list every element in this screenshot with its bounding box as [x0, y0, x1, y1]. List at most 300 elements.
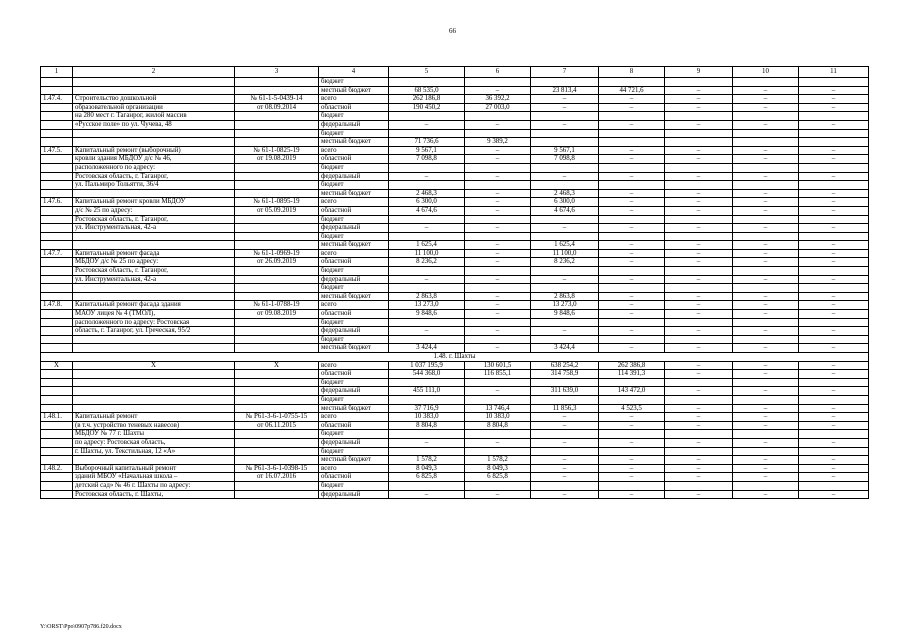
amount-cell: – — [389, 120, 465, 129]
item-number — [41, 241, 73, 250]
amount-cell — [599, 267, 665, 276]
item-number: 1.47.8. — [41, 301, 73, 310]
amount-cell — [531, 138, 599, 147]
item-number: 1.47.4. — [41, 95, 73, 104]
item-number: 1.48.1. — [41, 413, 73, 422]
item-description — [73, 189, 235, 198]
funding-source: бюджет — [319, 318, 389, 327]
amount-cell: – — [599, 301, 665, 310]
item-description — [73, 335, 235, 344]
item-number — [41, 456, 73, 465]
item-document: от 06.11.2015 — [235, 421, 319, 430]
item-number — [41, 258, 73, 267]
amount-cell — [531, 447, 599, 456]
amount-cell: 13 746,4 — [465, 404, 531, 413]
amount-cell: 1 625,4 — [389, 241, 465, 250]
amount-cell: – — [799, 224, 869, 233]
funding-source: всего — [319, 249, 389, 258]
amount-cell — [389, 378, 465, 387]
funding-source: федеральный — [319, 387, 389, 396]
amount-cell: – — [665, 95, 733, 104]
amount-cell: – — [599, 103, 665, 112]
program-table — [40, 66, 869, 499]
amount-cell: 36 392,2 — [465, 95, 531, 104]
amount-cell: – — [799, 146, 869, 155]
amount-cell — [665, 78, 733, 87]
funding-source: бюджет — [319, 335, 389, 344]
table-row — [41, 241, 869, 250]
amount-cell — [389, 163, 465, 172]
item-document — [235, 318, 319, 327]
amount-cell: – — [599, 456, 665, 465]
table-row — [41, 120, 869, 129]
amount-cell: – — [599, 464, 665, 473]
amount-cell: – — [599, 206, 665, 215]
amount-cell: 2 468,3 — [389, 189, 465, 198]
table-row — [41, 284, 869, 293]
amount-cell: – — [733, 404, 799, 413]
amount-cell: 1 578,2 — [389, 456, 465, 465]
amount-cell: – — [665, 120, 733, 129]
item-number — [41, 318, 73, 327]
amount-cell: 23 813,4 — [531, 86, 599, 95]
amount-cell — [389, 318, 465, 327]
amount-cell: – — [733, 189, 799, 198]
amount-cell — [599, 78, 665, 87]
item-number — [41, 78, 73, 87]
funding-source: бюджет — [319, 181, 389, 190]
item-number: 1.47.5. — [41, 146, 73, 155]
amount-cell: – — [665, 438, 733, 447]
amount-cell: – — [465, 387, 531, 396]
header-cell: 4 — [319, 67, 389, 78]
table-row — [41, 232, 869, 241]
table-row — [41, 404, 869, 413]
amount-cell: 8 049,3 — [389, 464, 465, 473]
amount-cell: – — [599, 155, 665, 164]
item-document — [235, 78, 319, 87]
amount-cell: – — [799, 404, 869, 413]
item-description — [73, 404, 235, 413]
item-document — [235, 335, 319, 344]
amount-cell — [389, 447, 465, 456]
amount-cell: 114 391,3 — [599, 370, 665, 379]
amount-cell: – — [733, 421, 799, 430]
table-row — [41, 215, 869, 224]
amount-cell: – — [665, 172, 733, 181]
item-document — [235, 284, 319, 293]
funding-source: всего — [319, 95, 389, 104]
item-document — [235, 430, 319, 439]
amount-cell: – — [665, 103, 733, 112]
item-description: г. Шахты, ул. Текстильная, 12 «А» — [73, 447, 235, 456]
amount-cell: 6 825,8 — [389, 473, 465, 482]
amount-cell: – — [465, 241, 531, 250]
table-row — [41, 275, 869, 284]
amount-cell — [665, 112, 733, 121]
amount-cell: 9 567,1 — [531, 146, 599, 155]
funding-source: местный бюджет — [319, 292, 389, 301]
table-row — [41, 78, 869, 87]
amount-cell: – — [389, 275, 465, 284]
item-document: № Р61-3-6-1-0398-15 — [235, 464, 319, 473]
amount-cell: – — [799, 275, 869, 284]
header-cell: 10 — [733, 67, 799, 78]
amount-cell — [799, 335, 869, 344]
amount-cell — [733, 78, 799, 87]
funding-source: бюджет — [319, 129, 389, 138]
item-number: 1.48.2. — [41, 464, 73, 473]
funding-source: всего — [319, 413, 389, 422]
table-row — [41, 146, 869, 155]
amount-cell: – — [733, 361, 799, 370]
amount-cell: – — [665, 155, 733, 164]
table-row — [41, 198, 869, 207]
item-number — [41, 112, 73, 121]
table-row — [41, 112, 869, 121]
amount-cell: – — [665, 310, 733, 319]
amount-cell — [665, 267, 733, 276]
amount-cell — [665, 232, 733, 241]
item-description: ул. Инструментальная, 42-а — [73, 224, 235, 233]
item-number — [41, 473, 73, 482]
amount-cell — [665, 447, 733, 456]
amount-cell: – — [531, 473, 599, 482]
item-document — [235, 395, 319, 404]
item-document: от 16.07.2016 — [235, 473, 319, 482]
item-description: Капитальный ремонт фасада здания — [73, 301, 235, 310]
item-description: Ростовская область, г. Таганрог, — [73, 172, 235, 181]
item-number: 1.47.6. — [41, 198, 73, 207]
amount-cell — [389, 129, 465, 138]
amount-cell — [665, 318, 733, 327]
table-row — [41, 95, 869, 104]
amount-cell — [733, 112, 799, 121]
item-number — [41, 284, 73, 293]
amount-cell — [389, 215, 465, 224]
funding-source: федеральный — [319, 120, 389, 129]
amount-cell: – — [665, 490, 733, 499]
table-row — [41, 301, 869, 310]
amount-cell — [733, 215, 799, 224]
amount-cell: – — [799, 464, 869, 473]
amount-cell: – — [465, 292, 531, 301]
amount-cell: – — [465, 301, 531, 310]
item-document — [235, 86, 319, 95]
funding-source: бюджет — [319, 378, 389, 387]
funding-source: всего — [319, 301, 389, 310]
item-document — [235, 344, 319, 353]
funding-source: всего — [319, 361, 389, 370]
amount-cell: – — [465, 198, 531, 207]
amount-cell — [733, 232, 799, 241]
item-document — [235, 224, 319, 233]
amount-cell: – — [799, 327, 869, 336]
amount-cell: – — [389, 224, 465, 233]
amount-cell: – — [799, 344, 869, 353]
item-description — [73, 387, 235, 396]
table-row — [41, 138, 869, 147]
funding-source: местный бюджет — [319, 344, 389, 353]
amount-cell: – — [733, 292, 799, 301]
item-description: ул. Пальмиро Тольятти, 36/4 — [73, 181, 235, 190]
header-cell: 9 — [665, 67, 733, 78]
amount-cell: 13 273,0 — [531, 301, 599, 310]
table-row — [41, 327, 869, 336]
table-row — [41, 421, 869, 430]
amount-cell — [389, 395, 465, 404]
amount-cell: – — [531, 464, 599, 473]
amount-cell — [531, 430, 599, 439]
amount-cell: 11 100,0 — [389, 249, 465, 258]
amount-cell: – — [531, 490, 599, 499]
amount-cell: 3 424,4 — [531, 344, 599, 353]
item-document — [235, 404, 319, 413]
funding-source: бюджет — [319, 284, 389, 293]
amount-cell — [733, 163, 799, 172]
item-number — [41, 129, 73, 138]
item-number — [41, 189, 73, 198]
amount-cell — [465, 284, 531, 293]
amount-cell: – — [733, 301, 799, 310]
table-row — [41, 387, 869, 396]
amount-cell: – — [665, 344, 733, 353]
amount-cell: – — [665, 275, 733, 284]
item-number — [41, 370, 73, 379]
amount-cell: – — [665, 224, 733, 233]
amount-cell: – — [599, 146, 665, 155]
amount-cell: – — [733, 275, 799, 284]
amount-cell: – — [799, 361, 869, 370]
item-document — [235, 378, 319, 387]
item-description: Капитальный ремонт фасада — [73, 249, 235, 258]
item-document — [235, 370, 319, 379]
amount-cell: – — [665, 404, 733, 413]
item-description — [73, 129, 235, 138]
amount-cell — [599, 318, 665, 327]
item-description: Капитальный ремонт (выборочный) — [73, 146, 235, 155]
item-document — [235, 241, 319, 250]
amount-cell: – — [799, 301, 869, 310]
funding-source: федеральный — [319, 224, 389, 233]
funding-source: бюджет — [319, 481, 389, 490]
amount-cell: 10 383,0 — [465, 413, 531, 422]
amount-cell — [599, 284, 665, 293]
item-document: от 26.09.2019 — [235, 258, 319, 267]
header-cell: 5 — [389, 67, 465, 78]
amount-cell — [599, 481, 665, 490]
amount-cell: 8 804,8 — [389, 421, 465, 430]
funding-source: бюджет — [319, 430, 389, 439]
item-description: д/с № 25 по адресу: — [73, 206, 235, 215]
amount-cell: 13 273,0 — [389, 301, 465, 310]
amount-cell: – — [733, 327, 799, 336]
table-row — [41, 189, 869, 198]
item-description — [73, 370, 235, 379]
amount-cell: – — [799, 189, 869, 198]
amount-cell: – — [389, 438, 465, 447]
amount-cell — [665, 284, 733, 293]
amount-cell — [531, 215, 599, 224]
item-document — [235, 112, 319, 121]
table-row — [41, 438, 869, 447]
item-number — [41, 387, 73, 396]
funding-source: бюджет — [319, 395, 389, 404]
item-number — [41, 138, 73, 147]
amount-cell: – — [465, 86, 531, 95]
amount-cell: – — [665, 249, 733, 258]
amount-cell: 7 098,8 — [531, 155, 599, 164]
amount-cell: – — [799, 198, 869, 207]
table-row — [41, 490, 869, 499]
funding-source: местный бюджет — [319, 138, 389, 147]
funding-source: областной — [319, 258, 389, 267]
amount-cell: 7 098,8 — [389, 155, 465, 164]
amount-cell — [733, 395, 799, 404]
item-document — [235, 490, 319, 499]
amount-cell — [465, 78, 531, 87]
funding-source: областной — [319, 370, 389, 379]
item-document: № 61-1-0895-19 — [235, 198, 319, 207]
amount-cell: 9 567,1 — [389, 146, 465, 155]
amount-cell — [465, 163, 531, 172]
amount-cell: 68 535,0 — [389, 86, 465, 95]
amount-cell — [799, 112, 869, 121]
table-row — [41, 258, 869, 267]
table-row — [41, 206, 869, 215]
item-document — [235, 438, 319, 447]
amount-cell — [465, 232, 531, 241]
amount-cell — [465, 395, 531, 404]
amount-cell: – — [599, 438, 665, 447]
amount-cell — [531, 395, 599, 404]
amount-cell — [599, 129, 665, 138]
amount-cell: – — [599, 258, 665, 267]
amount-cell: – — [799, 421, 869, 430]
amount-cell: 9 848,6 — [389, 310, 465, 319]
amount-cell: – — [465, 275, 531, 284]
item-description: Строительство дошкольной — [73, 95, 235, 104]
amount-cell — [599, 447, 665, 456]
amount-cell: – — [733, 473, 799, 482]
amount-cell — [599, 138, 665, 147]
amount-cell: – — [465, 120, 531, 129]
item-document — [235, 189, 319, 198]
funding-source: местный бюджет — [319, 456, 389, 465]
amount-cell — [733, 318, 799, 327]
amount-cell: – — [799, 206, 869, 215]
amount-cell — [665, 163, 733, 172]
amount-cell: – — [599, 413, 665, 422]
item-document — [235, 163, 319, 172]
table-row — [41, 181, 869, 190]
amount-cell: – — [389, 327, 465, 336]
table-row — [41, 413, 869, 422]
amount-cell — [665, 335, 733, 344]
item-document — [235, 181, 319, 190]
table-row — [41, 155, 869, 164]
amount-cell: 2 468,3 — [531, 189, 599, 198]
amount-cell — [799, 267, 869, 276]
amount-cell: 11 856,3 — [531, 404, 599, 413]
item-description: по адресу: Ростовская область, — [73, 438, 235, 447]
amount-cell — [733, 129, 799, 138]
amount-cell: – — [733, 86, 799, 95]
item-number — [41, 163, 73, 172]
item-number: Х — [41, 361, 73, 370]
amount-cell: – — [799, 155, 869, 164]
amount-cell — [531, 78, 599, 87]
amount-cell — [799, 78, 869, 87]
amount-cell — [465, 378, 531, 387]
item-number — [41, 232, 73, 241]
table-row — [41, 86, 869, 95]
amount-cell: – — [799, 241, 869, 250]
amount-cell — [531, 284, 599, 293]
amount-cell — [389, 267, 465, 276]
amount-cell — [799, 215, 869, 224]
amount-cell: 2 863,8 — [389, 292, 465, 301]
item-description: МБДОУ № 77 г. Шахты — [73, 430, 235, 439]
amount-cell: – — [733, 344, 799, 353]
funding-source: областной — [319, 103, 389, 112]
item-description: расположенного по адресу: Ростовская — [73, 318, 235, 327]
amount-cell: 8 804,8 — [465, 421, 531, 430]
amount-cell — [465, 318, 531, 327]
amount-cell — [733, 284, 799, 293]
item-number — [41, 310, 73, 319]
amount-cell: – — [733, 241, 799, 250]
item-number — [41, 395, 73, 404]
item-document — [235, 292, 319, 301]
amount-cell — [665, 138, 733, 147]
amount-cell: – — [733, 258, 799, 267]
funding-source: всего — [319, 464, 389, 473]
amount-cell: – — [599, 344, 665, 353]
amount-cell — [389, 284, 465, 293]
amount-cell: – — [465, 224, 531, 233]
amount-cell — [599, 378, 665, 387]
amount-cell: – — [531, 172, 599, 181]
amount-cell: – — [599, 310, 665, 319]
amount-cell: 8 236,2 — [531, 258, 599, 267]
table-row — [41, 430, 869, 439]
amount-cell — [733, 138, 799, 147]
funding-source: бюджет — [319, 163, 389, 172]
item-description — [73, 78, 235, 87]
amount-cell: 1 037 195,9 — [389, 361, 465, 370]
amount-cell: – — [465, 310, 531, 319]
amount-cell: 130 601,5 — [465, 361, 531, 370]
amount-cell: 4 674,6 — [531, 206, 599, 215]
amount-cell: – — [665, 206, 733, 215]
amount-cell: – — [465, 172, 531, 181]
item-document: № Р61-3-6-1-0755-15 — [235, 413, 319, 422]
amount-cell: – — [665, 473, 733, 482]
amount-cell — [799, 447, 869, 456]
item-description: расположенного по адресу: — [73, 163, 235, 172]
amount-cell: – — [799, 473, 869, 482]
amount-cell: – — [733, 120, 799, 129]
table-row — [41, 464, 869, 473]
amount-cell: 10 383,0 — [389, 413, 465, 422]
amount-cell — [389, 335, 465, 344]
amount-cell: – — [465, 490, 531, 499]
item-number — [41, 275, 73, 284]
amount-cell: 455 111,0 — [389, 387, 465, 396]
item-document — [235, 232, 319, 241]
amount-cell: – — [465, 155, 531, 164]
